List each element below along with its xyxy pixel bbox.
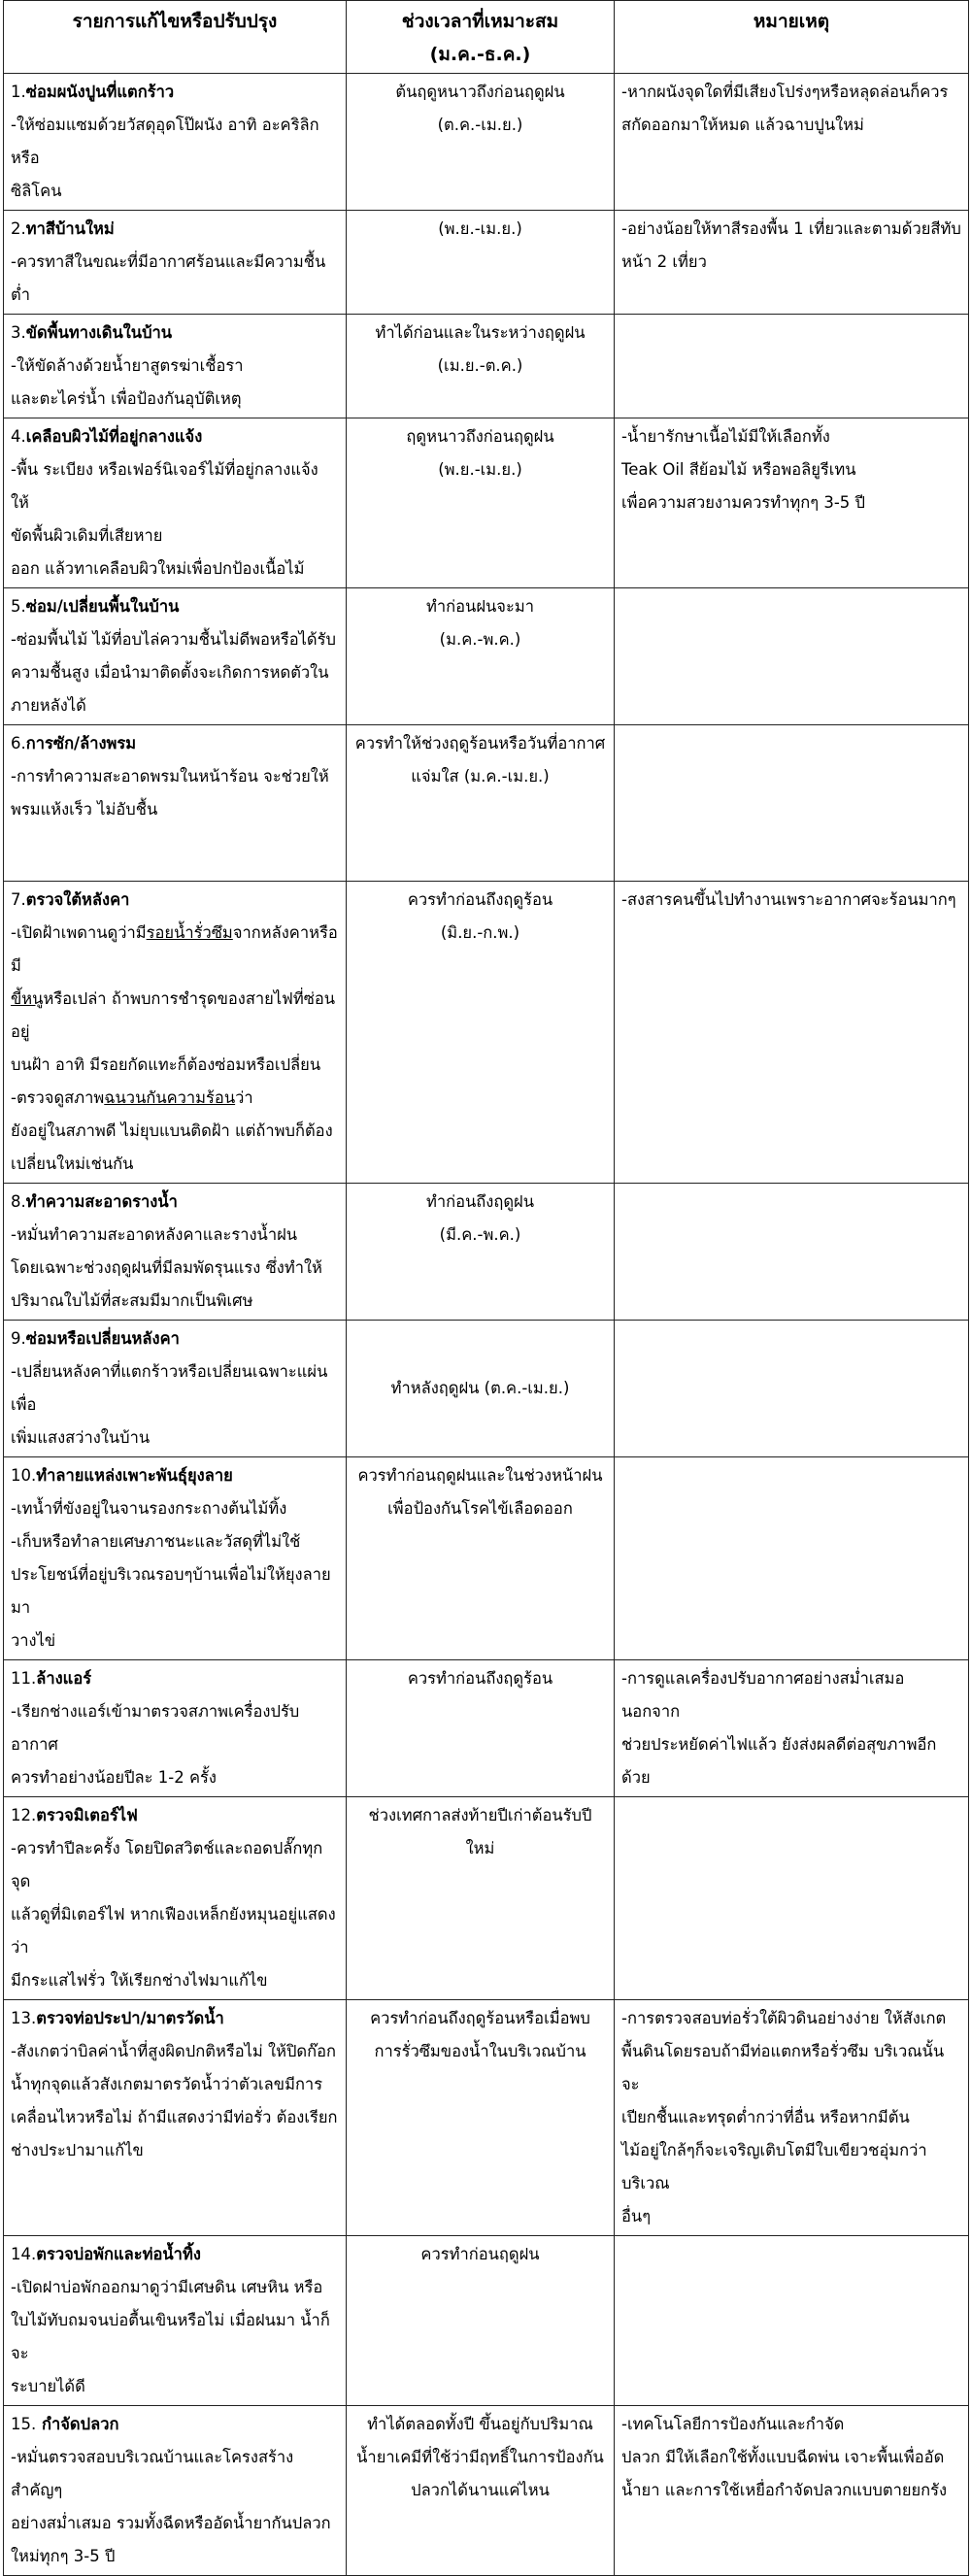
text-line: -การทำความสะอาดพรมในหน้าร้อน จะช่วยให้ bbox=[11, 767, 329, 786]
text-line: เพิ่มแสงสว่างในบ้าน bbox=[11, 1428, 151, 1447]
cell-note bbox=[615, 315, 969, 418]
cell-item bbox=[4, 1321, 347, 1457]
item-title: ตรวจท่อประปา/มาตรวัดน้ำ bbox=[36, 2009, 224, 2027]
cell-timing bbox=[347, 418, 615, 588]
text-line: ใหม่ทุกๆ 3-5 ปี bbox=[11, 2547, 116, 2565]
text-line: ความชื้นสูง เมื่อนำมาติดตั้งจะเกิดการหดตัวใน bbox=[11, 663, 329, 682]
cell-timing bbox=[347, 2406, 615, 2576]
text-line: ช่างประปามาแก้ไข bbox=[11, 2141, 144, 2159]
cell-note bbox=[615, 211, 969, 315]
underlined-text: ขี้หนู bbox=[11, 989, 44, 1008]
item-title: ทาสีบ้านใหม่ bbox=[25, 219, 115, 238]
text-line: Teak Oil สีย้อมไม้ หรือพอลิยูรีเทน bbox=[621, 460, 856, 479]
maintenance-document bbox=[3, 0, 968, 2576]
cell-note bbox=[615, 1457, 969, 1660]
item-number: 9. bbox=[11, 1329, 26, 1348]
text-line: เปียกชื้นและทรุดต่ำกว่าที่อื่น หรือหากมีต้น bbox=[621, 2108, 910, 2126]
text-line: ควรทำก่อนถึงฤดูร้อน bbox=[407, 1669, 553, 1688]
text-line: น้ำทุกจุดแล้วสังเกตมาตรวัดน้ำว่าตัวเลขมีการ bbox=[11, 2075, 323, 2093]
item-number: 15. bbox=[11, 2415, 37, 2433]
text-line: น้ำยาเคมีที่ใช้ว่ามีฤทธิ์ในการป้องกัน bbox=[356, 2448, 604, 2466]
header-note: หมายเหตุ bbox=[615, 1, 969, 74]
item-number: 2. bbox=[11, 219, 26, 238]
text-line: อื่นๆ bbox=[621, 2207, 652, 2225]
item-title: ซ่อมผนังปูนที่แตกร้าว bbox=[25, 83, 175, 101]
text-line: ทำได้ตลอดทั้งปี ขึ้นอยู่กับปริมาณ bbox=[367, 2415, 593, 2433]
text-line: -เรียกช่างแอร์เข้ามาตรวจสภาพเครื่องปรับอากาศ bbox=[11, 1702, 300, 1754]
cell-timing bbox=[347, 1660, 615, 1797]
cell-note bbox=[615, 2406, 969, 2576]
text-line: -ให้ซ่อมแซมด้วยวัสดุอุดโป๊ผนัง อาทิ อะคริลิก หรือ bbox=[11, 116, 319, 167]
text-line: -สงสารคนขึ้นไปทำงานเพราะอากาศจะร้อนมากๆ bbox=[621, 890, 956, 909]
cell-item: 7.ตรวจใต้หลังคา -เปิดฝ้าเพดานดูว่ามีรอยน้ำรั่วซึมจากหลังคาหรือมี ขี้หนูหรือเปล่า ถ้าพบการชำรุดของสายไฟที่ซ่อนอยู่ บนฝ้า อาทิ มีรอยกัดแทะก็ต้องซ่อมหรือเปลี่ยน -ตรวจดูสภาพฉนวนกันความร้อนว่า ยังอยู่ในสภาพดี ไม่ยุบแบนติดฝ้า แต่ถ้าพบก็ต้อง เปลี่ยนใหม่เช่นกัน bbox=[4, 882, 347, 1184]
text-line: ควรทำก่อนถึงฤดูร้อนหรือเมื่อพบ bbox=[370, 2009, 590, 2027]
text-line: เพื่อป้องกันโรคไข้เลือดออก bbox=[387, 1499, 573, 1518]
cell-timing bbox=[347, 1457, 615, 1660]
item-title: ล้างแอร์ bbox=[36, 1669, 92, 1688]
text-line: (ม.ค.-พ.ค.) bbox=[439, 630, 521, 649]
table-row bbox=[4, 1457, 969, 1660]
cell-item bbox=[4, 1660, 347, 1797]
text-line: ประโยชน์ที่อยู่บริเวณรอบๆบ้านเพื่อไม่ให้ยุงลายมา bbox=[11, 1565, 331, 1617]
text-line: (ต.ค.-เม.ย.) bbox=[437, 116, 523, 134]
cell-item bbox=[4, 1457, 347, 1660]
text-line: -น้ำยารักษาเนื้อไม้มีให้เลือกทั้ง bbox=[621, 427, 830, 446]
text-line: การรั่วซึมของน้ำในบริเวณบ้าน bbox=[374, 2042, 586, 2060]
table-row bbox=[4, 1184, 969, 1321]
text-line: ปลวกได้นานแค่ไหน bbox=[411, 2481, 550, 2499]
cell-timing bbox=[347, 1184, 615, 1321]
text-line: ควรทำอย่างน้อยปีละ 1-2 ครั้ง bbox=[11, 1768, 217, 1787]
text-line: ช่วงเทศกาลส่งท้ายปีเก่าต้อนรับปี bbox=[368, 1806, 592, 1824]
cell-item bbox=[4, 2406, 347, 2576]
text-line: ไม้อยู่ใกล้ๆก็จะเจริญเติบโตมีใบเขียวชอุ่มกว่าบริเวณ bbox=[621, 2141, 927, 2192]
text-line: เพื่อความสวยงามควรทำทุกๆ 3-5 ปี bbox=[621, 493, 866, 512]
underlined-text: รอยน้ำรั่วซึม bbox=[146, 923, 233, 942]
cell-note bbox=[615, 882, 969, 1184]
item-number: 7. bbox=[11, 890, 26, 909]
text-line: ควรทำก่อนฤดูฝนและในช่วงหน้าฝน bbox=[357, 1466, 603, 1485]
cell-note bbox=[615, 1184, 969, 1321]
item-title: ตรวจบ่อพักและท่อน้ำทิ้ง bbox=[36, 2245, 201, 2263]
item-number: 1. bbox=[11, 83, 26, 101]
cell-item bbox=[4, 725, 347, 882]
item-title: ตรวจใต้หลังคา bbox=[25, 890, 130, 909]
cell-timing bbox=[347, 211, 615, 315]
text-line: -เทน้ำที่ขังอยู่ในจานรองกระถางต้นไม้ทิ้ง bbox=[11, 1499, 287, 1518]
cell-note bbox=[615, 74, 969, 211]
cell-timing bbox=[347, 74, 615, 211]
text-line: วางไข่ bbox=[11, 1631, 56, 1650]
item-number: 14. bbox=[11, 2245, 37, 2263]
cell-item bbox=[4, 2000, 347, 2236]
text-line: -อย่างน้อยให้ทาสีรองพื้น 1 เที่ยวและตามด้วยสีทับ bbox=[621, 219, 961, 238]
text-line: ทำได้ก่อนและในระหว่างฤดูฝน bbox=[375, 323, 586, 342]
text-line: (พ.ย.-เม.ย.) bbox=[438, 219, 522, 238]
cell-item bbox=[4, 211, 347, 315]
text-line: ปริมาณใบไม้ที่สะสมมีมากเป็นพิเศษ bbox=[11, 1291, 253, 1310]
cell-item bbox=[4, 2236, 347, 2406]
table-row bbox=[4, 2236, 969, 2406]
text-line: -การตรวจสอบท่อรั่วใต้ผิวดินอย่างง่าย ให้สังเกต bbox=[621, 2009, 947, 2027]
maintenance-table bbox=[3, 0, 969, 2576]
item-title: ซ่อม/เปลี่ยนพื้นในบ้าน bbox=[25, 597, 180, 616]
text-line: -ควรทาสีในขณะที่มีอากาศร้อนและมีความชื้นต่ำ bbox=[11, 252, 326, 304]
item-number: 3. bbox=[11, 323, 26, 342]
cell-note bbox=[615, 1660, 969, 1797]
text-line: -เก็บหรือทำลายเศษภาชนะและวัสดุที่ไม่ใช้ bbox=[11, 1532, 301, 1551]
text-line: -พื้น ระเบียง หรือเฟอร์นิเจอร์ไม้ที่อยู่กลางแจ้ง ให้ bbox=[11, 460, 318, 512]
text-line: (พ.ย.-เม.ย.) bbox=[438, 460, 522, 479]
text-line: (มี.ค.-พ.ค.) bbox=[439, 1225, 521, 1244]
item-number: 11. bbox=[11, 1669, 37, 1688]
cell-timing bbox=[347, 2000, 615, 2236]
text-line: -เปลี่ยนหลังคาที่แตกร้าวหรือเปลี่ยนเฉพาะแผ่นเพื่อ bbox=[11, 1362, 328, 1414]
table-row bbox=[4, 74, 969, 211]
text-line: ต้นฤดูหนาวถึงก่อนฤดูฝน bbox=[395, 83, 565, 101]
cell-timing bbox=[347, 882, 615, 1184]
cell-note bbox=[615, 1797, 969, 2000]
cell-timing bbox=[347, 1321, 615, 1457]
text-line: ออก แล้วทาเคลือบผิวใหม่เพื่อปกป้องเนื้อไม้ bbox=[11, 559, 305, 578]
cell-item bbox=[4, 418, 347, 588]
text-line: -เทคโนโลยีการป้องกันและกำจัด bbox=[621, 2415, 845, 2433]
text-line: -สังเกตว่าบิลค่าน้ำที่สูงผิดปกติหรือไม่ ให้ปิดก๊อก bbox=[11, 2042, 337, 2060]
table-header-row bbox=[4, 1, 969, 74]
text-line: (เม.ย.-ต.ค.) bbox=[437, 356, 523, 375]
text-line: ภายหลังได้ bbox=[11, 696, 86, 715]
item-number: 12. bbox=[11, 1806, 37, 1824]
text-line: ควรทำก่อนถึงฤดูร้อน bbox=[407, 890, 553, 909]
text-line: และตะไคร่น้ำ เพื่อป้องกันอุบัติเหตุ bbox=[11, 389, 242, 408]
cell-item bbox=[4, 1184, 347, 1321]
text-line: ฤดูหนาวถึงก่อนฤดูฝน bbox=[406, 427, 554, 446]
item-title: ทำลายแหล่งเพาะพันธุ์ยุงลาย bbox=[36, 1466, 233, 1485]
cell-timing bbox=[347, 588, 615, 725]
text-line: ทำหลังฤดูฝน (ต.ค.-เม.ย.) bbox=[390, 1379, 570, 1397]
text-line: พรมแห้งเร็ว ไม่อับชื้น bbox=[11, 800, 158, 819]
text-line: มีกระแสไฟรั่ว ให้เรียกช่างไฟมาแก้ไข bbox=[11, 1971, 268, 1990]
text-line: -หมั่นทำความสะอาดหลังคาและรางน้ำฝน bbox=[11, 1225, 298, 1244]
table-row bbox=[4, 1660, 969, 1797]
item-title: ทำความสะอาดรางน้ำ bbox=[25, 1192, 178, 1211]
table-row bbox=[4, 882, 969, 1184]
table-row bbox=[4, 211, 969, 315]
table-row bbox=[4, 2000, 969, 2236]
item-title: ขัดพื้นทางเดินในบ้าน bbox=[25, 323, 173, 342]
header-timing: ช่วงเวลาที่เหมาะสม (ม.ค.-ธ.ค.) bbox=[347, 1, 615, 74]
text-line: ปลวก มีให้เลือกใช้ทั้งแบบฉีดพ่น เจาะพื้นเพื่ออัด bbox=[621, 2448, 945, 2466]
text-line: แจ่มใส (ม.ค.-เม.ย.) bbox=[411, 767, 550, 786]
text-line: อย่างสม่ำเสมอ รวมทั้งฉีดหรืออัดน้ำยากันปลวก bbox=[11, 2514, 331, 2532]
item-title: ตรวจมิเตอร์ไฟ bbox=[36, 1806, 138, 1824]
text-line: หน้า 2 เที่ยว bbox=[621, 252, 707, 271]
cell-timing bbox=[347, 1797, 615, 2000]
cell-timing bbox=[347, 725, 615, 882]
text-line: ทำก่อนฝนจะมา bbox=[426, 597, 534, 616]
item-title: กำจัดปลวก bbox=[36, 2415, 119, 2433]
item-title: เคลือบผิวไม้ที่อยู่กลางแจ้ง bbox=[25, 427, 203, 446]
cell-note bbox=[615, 725, 969, 882]
table-row bbox=[4, 1321, 969, 1457]
text-line: พื้นดินโดยรอบถ้ามีท่อแตกหรือรั่วซึม บริเวณนั้นจะ bbox=[621, 2042, 945, 2093]
underlined-text: ฉนวนกันความร้อน bbox=[104, 1088, 236, 1107]
text-line: ใบไม้ทับถมจนบ่อตื้นเขินหรือไม่ เมื่อฝนมา น้ำก็จะ bbox=[11, 2311, 330, 2362]
text-line: -การดูแลเครื่องปรับอากาศอย่างสม่ำเสมอ นอกจาก bbox=[621, 1669, 905, 1721]
text-line: -ให้ขัดล้างด้วยน้ำยาสูตรฆ่าเชื้อรา bbox=[11, 356, 244, 375]
item-number: 13. bbox=[11, 2009, 37, 2027]
text-line: ควรทำให้ช่วงฤดูร้อนหรือวันที่อากาศ bbox=[354, 734, 606, 753]
cell-timing bbox=[347, 315, 615, 418]
cell-item bbox=[4, 315, 347, 418]
item-number: 5. bbox=[11, 597, 26, 616]
item-number: 8. bbox=[11, 1192, 26, 1211]
item-number: 10. bbox=[11, 1466, 37, 1485]
cell-note bbox=[615, 418, 969, 588]
table-row bbox=[4, 2406, 969, 2576]
text-line: -หมั่นตรวจสอบบริเวณบ้านและโครงสร้างสำคัญๆ bbox=[11, 2448, 294, 2499]
text-line: -ซ่อมพื้นไม้ ไม้ที่อบไล่ความชื้นไม่ดีพอหรือได้รับ bbox=[11, 630, 336, 649]
text-line: -ควรทำปีละครั้ง โดยปิดสวิตช์และถอดปลั๊กทุกจุด bbox=[11, 1839, 323, 1890]
text-line: ทำก่อนถึงฤดูฝน bbox=[425, 1192, 535, 1211]
cell-note bbox=[615, 2236, 969, 2406]
text-line: (มิ.ย.-ก.พ.) bbox=[440, 923, 520, 942]
item-title: การซัก/ล้างพรม bbox=[25, 734, 137, 753]
text-line: แล้วดูที่มิเตอร์ไฟ หากเฟืองเหล็กยังหมุนอยู่แสดงว่า bbox=[11, 1905, 336, 1957]
table-row bbox=[4, 1797, 969, 2000]
text-line: ระบายได้ดี bbox=[11, 2377, 85, 2395]
text-line: -เปิดฝาบ่อพักออกมาดูว่ามีเศษดิน เศษหิน หรือ bbox=[11, 2278, 323, 2296]
cell-item bbox=[4, 74, 347, 211]
text-line: ช่วยประหยัดค่าไฟแล้ว ยังส่งผลดีต่อสุขภาพอีกด้วย bbox=[621, 1735, 937, 1787]
table-row bbox=[4, 315, 969, 418]
text-line: ขัดพื้นผิวเดิมที่เสียหาย bbox=[11, 526, 163, 545]
text-line: ซิลิโคน bbox=[11, 182, 62, 200]
text-line: ใหม่ bbox=[465, 1839, 495, 1857]
table-row bbox=[4, 725, 969, 882]
text-line: -หากผนังจุดใดที่มีเสียงโปร่งๆหรือหลุดล่อนก็ควร bbox=[621, 83, 949, 101]
cell-item bbox=[4, 588, 347, 725]
cell-item bbox=[4, 1797, 347, 2000]
text-line: น้ำยา และการใช้เหยื่อกำจัดปลวกแบบตายยกรัง bbox=[621, 2481, 948, 2499]
table-row bbox=[4, 588, 969, 725]
header-item: รายการแก้ไขหรือปรับปรุง bbox=[4, 1, 347, 74]
text-line: ควรทำก่อนฤดูฝน bbox=[420, 2245, 540, 2263]
item-title: ซ่อมหรือเปลี่ยนหลังคา bbox=[25, 1329, 180, 1348]
text-line: สกัดออกมาให้หมด แล้วฉาบปูนใหม่ bbox=[621, 116, 864, 134]
text-line: เคลื่อนไหวหรือไม่ ถ้ามีแสดงว่ามีท่อรั่ว ต้องเรียก bbox=[11, 2108, 338, 2126]
table-row bbox=[4, 418, 969, 588]
cell-note bbox=[615, 588, 969, 725]
text-line: โดยเฉพาะช่วงฤดูฝนที่มีลมพัดรุนแรง ซึ่งทำให้ bbox=[11, 1258, 322, 1277]
item-number: 4. bbox=[11, 427, 26, 446]
item-number: 6. bbox=[11, 734, 26, 753]
cell-note bbox=[615, 1321, 969, 1457]
cell-timing bbox=[347, 2236, 615, 2406]
cell-note bbox=[615, 2000, 969, 2236]
